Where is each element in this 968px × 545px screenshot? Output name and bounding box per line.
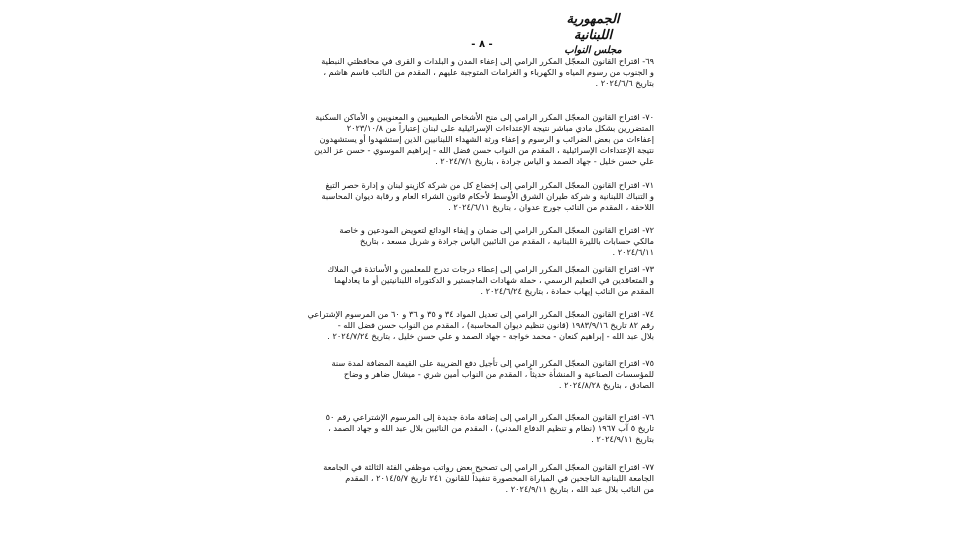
proposal-line: إعفاءات من بعض الضرائب و الرسوم و إعفاء ورثة الشهداء اللبنانيين الذين إستشهدوا أو يستشهدون: [319, 134, 654, 145]
proposal-line: ٧٢- اقتراح القانون المعجّل المكرر الرامي إلى ضمان و إيفاء الودائع لتعويض المودعين و خاصة: [339, 225, 654, 235]
proposal-line: ٦٩- اقتراح القانون المعجّل المكرر الرامي إلى إعفاء المدن و البلدات و القرى في محافظتي النبطية: [321, 56, 654, 66]
proposal-item-71: [318, 180, 654, 213]
proposal-line: و التنباك اللبنانية و شركة طيران الشرق الأوسط لأحكام قانون الشراء العام و رقابة ديوان المحاسبة: [321, 191, 654, 202]
proposal-item-73: [318, 264, 654, 297]
proposal-item-69: [318, 56, 654, 89]
proposal-line: بتاريخ ٢٠٢٤/٦/٦ .: [595, 78, 654, 89]
letterhead: [548, 12, 638, 58]
proposal-item-70: [314, 112, 654, 167]
proposal-line: بلال عبد الله - إبراهيم كنعان - محمد خواجة - جهاد الصمد و علي حسن خليل ، بتاريخ ٢٠٢٤/٧/٢٤ .: [327, 331, 654, 342]
proposal-item-76: [318, 412, 654, 445]
letterhead-parliament: مجلس النواب: [564, 45, 622, 56]
proposal-line: مالكي حسابات بالليرة اللبنانية ، المقدم من النائبين الياس جرادة و شربل مسعد ، بتاريخ: [360, 236, 654, 247]
proposal-line: علي حسن خليل - جهاد الصمد و الياس جرادة ، بتاريخ ٢٠٢٤/٧/١ .: [435, 156, 654, 167]
proposal-line: ٧٣- اقتراح القانون المعجّل المكرر الرامي إلى إعطاء درجات تدرج للمعلمين و الأساتذة في الملاك: [327, 264, 654, 274]
proposal-line: المتضررين بشكل مادي مباشر نتيجة الإعتداءات الإسرائيلية على لبنان إعتباراً من ٢٠٢٣/١٠/٨: [346, 123, 654, 134]
proposal-line: و المتعاقدين في التعليم الرسمي ، حملة شهادات الماجستير و الدكتوراه اللبنانيتين أو ما يعادلهما: [334, 275, 654, 286]
proposal-line: تاريخ ٥ آب ١٩٦٧ (نظام و تنظيم الدفاع المدني) ، المقدم من النائبين بلال عبد الله و جهاد الصمد ،: [328, 423, 654, 434]
proposal-line: نتيجة الإعتداءات الإسرائيلية ، المقدم من النواب حسن فضل الله - إبراهيم الموسوي - حسن عز الدين: [314, 145, 654, 156]
proposal-line: اللاحقة ، المقدم من النائب جورج عدوان ، بتاريخ ٢٠٢٤/٦/١١ .: [448, 202, 654, 213]
proposal-line: ٢٠٢٤/٦/١١ .: [612, 247, 654, 258]
proposal-item-77: [318, 462, 654, 495]
proposal-item-74: [307, 309, 654, 342]
proposal-line: ٧٤- اقتراح القانون المعجّل المكرر الرامي إلى تعديل المواد ٣٤ و ٣٥ و ٣٦ و ٦٠ من المرسوم الإشتراعي: [307, 309, 654, 319]
proposal-line: المقدم من النائب إيهاب حمادة ، بتاريخ ٢٠٢٤/٦/٢٤ .: [480, 286, 654, 297]
letterhead-republic: الجمهورية اللبنانية: [566, 12, 620, 43]
proposal-line: ٧٥- اقتراح القانون المعجّل المكرر الرامي إلى تأجيل دفع الضريبة على القيمة المضافة لمدة سنة: [331, 358, 654, 368]
page-number: - ٨ -: [471, 39, 493, 50]
proposal-item-72: [318, 225, 654, 258]
proposal-line: الجامعة اللبنانية الناجحين في المباراة المحصورة تنفيذاً للقانون ٢٤١ تاريخ ٢٠١٤/٥/٧ ، المقدم: [345, 473, 654, 484]
proposal-line: ٧٧- اقتراح القانون المعجّل المكرر الرامي إلى تصحيح بعض رواتب موظفي الفئة الثالثة في الجامعة: [323, 462, 654, 472]
proposal-item-75: [318, 358, 654, 391]
proposal-line: رقم ٨٢ تاريخ ١٩٨٣/٩/١٦ (قانون تنظيم ديوان المحاسبة) ، المقدم من النواب حسن فضل الله -: [337, 320, 654, 331]
proposal-line: للمؤسسات الصناعية و المنشأة حديثاً ، المقدم من النواب أمين شري - ميشال ضاهر و وضاح: [343, 369, 654, 380]
proposal-line: ٧٦- اقتراح القانون المعجّل المكرر الرامي إلى إضافة مادة جديدة إلى المرسوم الإشتراعي رقم ٥٠: [325, 412, 654, 422]
proposal-line: الصادق ، بتاريخ ٢٠٢٤/٨/٢٨ .: [558, 380, 654, 391]
proposal-line: ٧٠- اقتراح القانون المعجّل المكرر الرامي إلى منح الأشخاص الطبيعيين و المعنويين و الأماكن السكنية: [315, 112, 654, 122]
proposal-line: و الجنوب من رسوم المياه و الكهرباء و الغرامات المتوجبة عليهم ، المقدم من النائب قاسم هاشم ،: [323, 67, 654, 78]
proposal-line: ٧١- اقتراح القانون المعجّل المكرر الرامي إلى إخضاع كل من شركة كازينو لبنان و إدارة حصر التبغ: [325, 180, 654, 190]
proposal-line: من النائب بلال عبد الله ، بتاريخ ٢٠٢٤/٩/١١ .: [505, 484, 654, 495]
proposal-line: بتاريخ ٢٠٢٤/٩/١١ .: [591, 434, 654, 445]
